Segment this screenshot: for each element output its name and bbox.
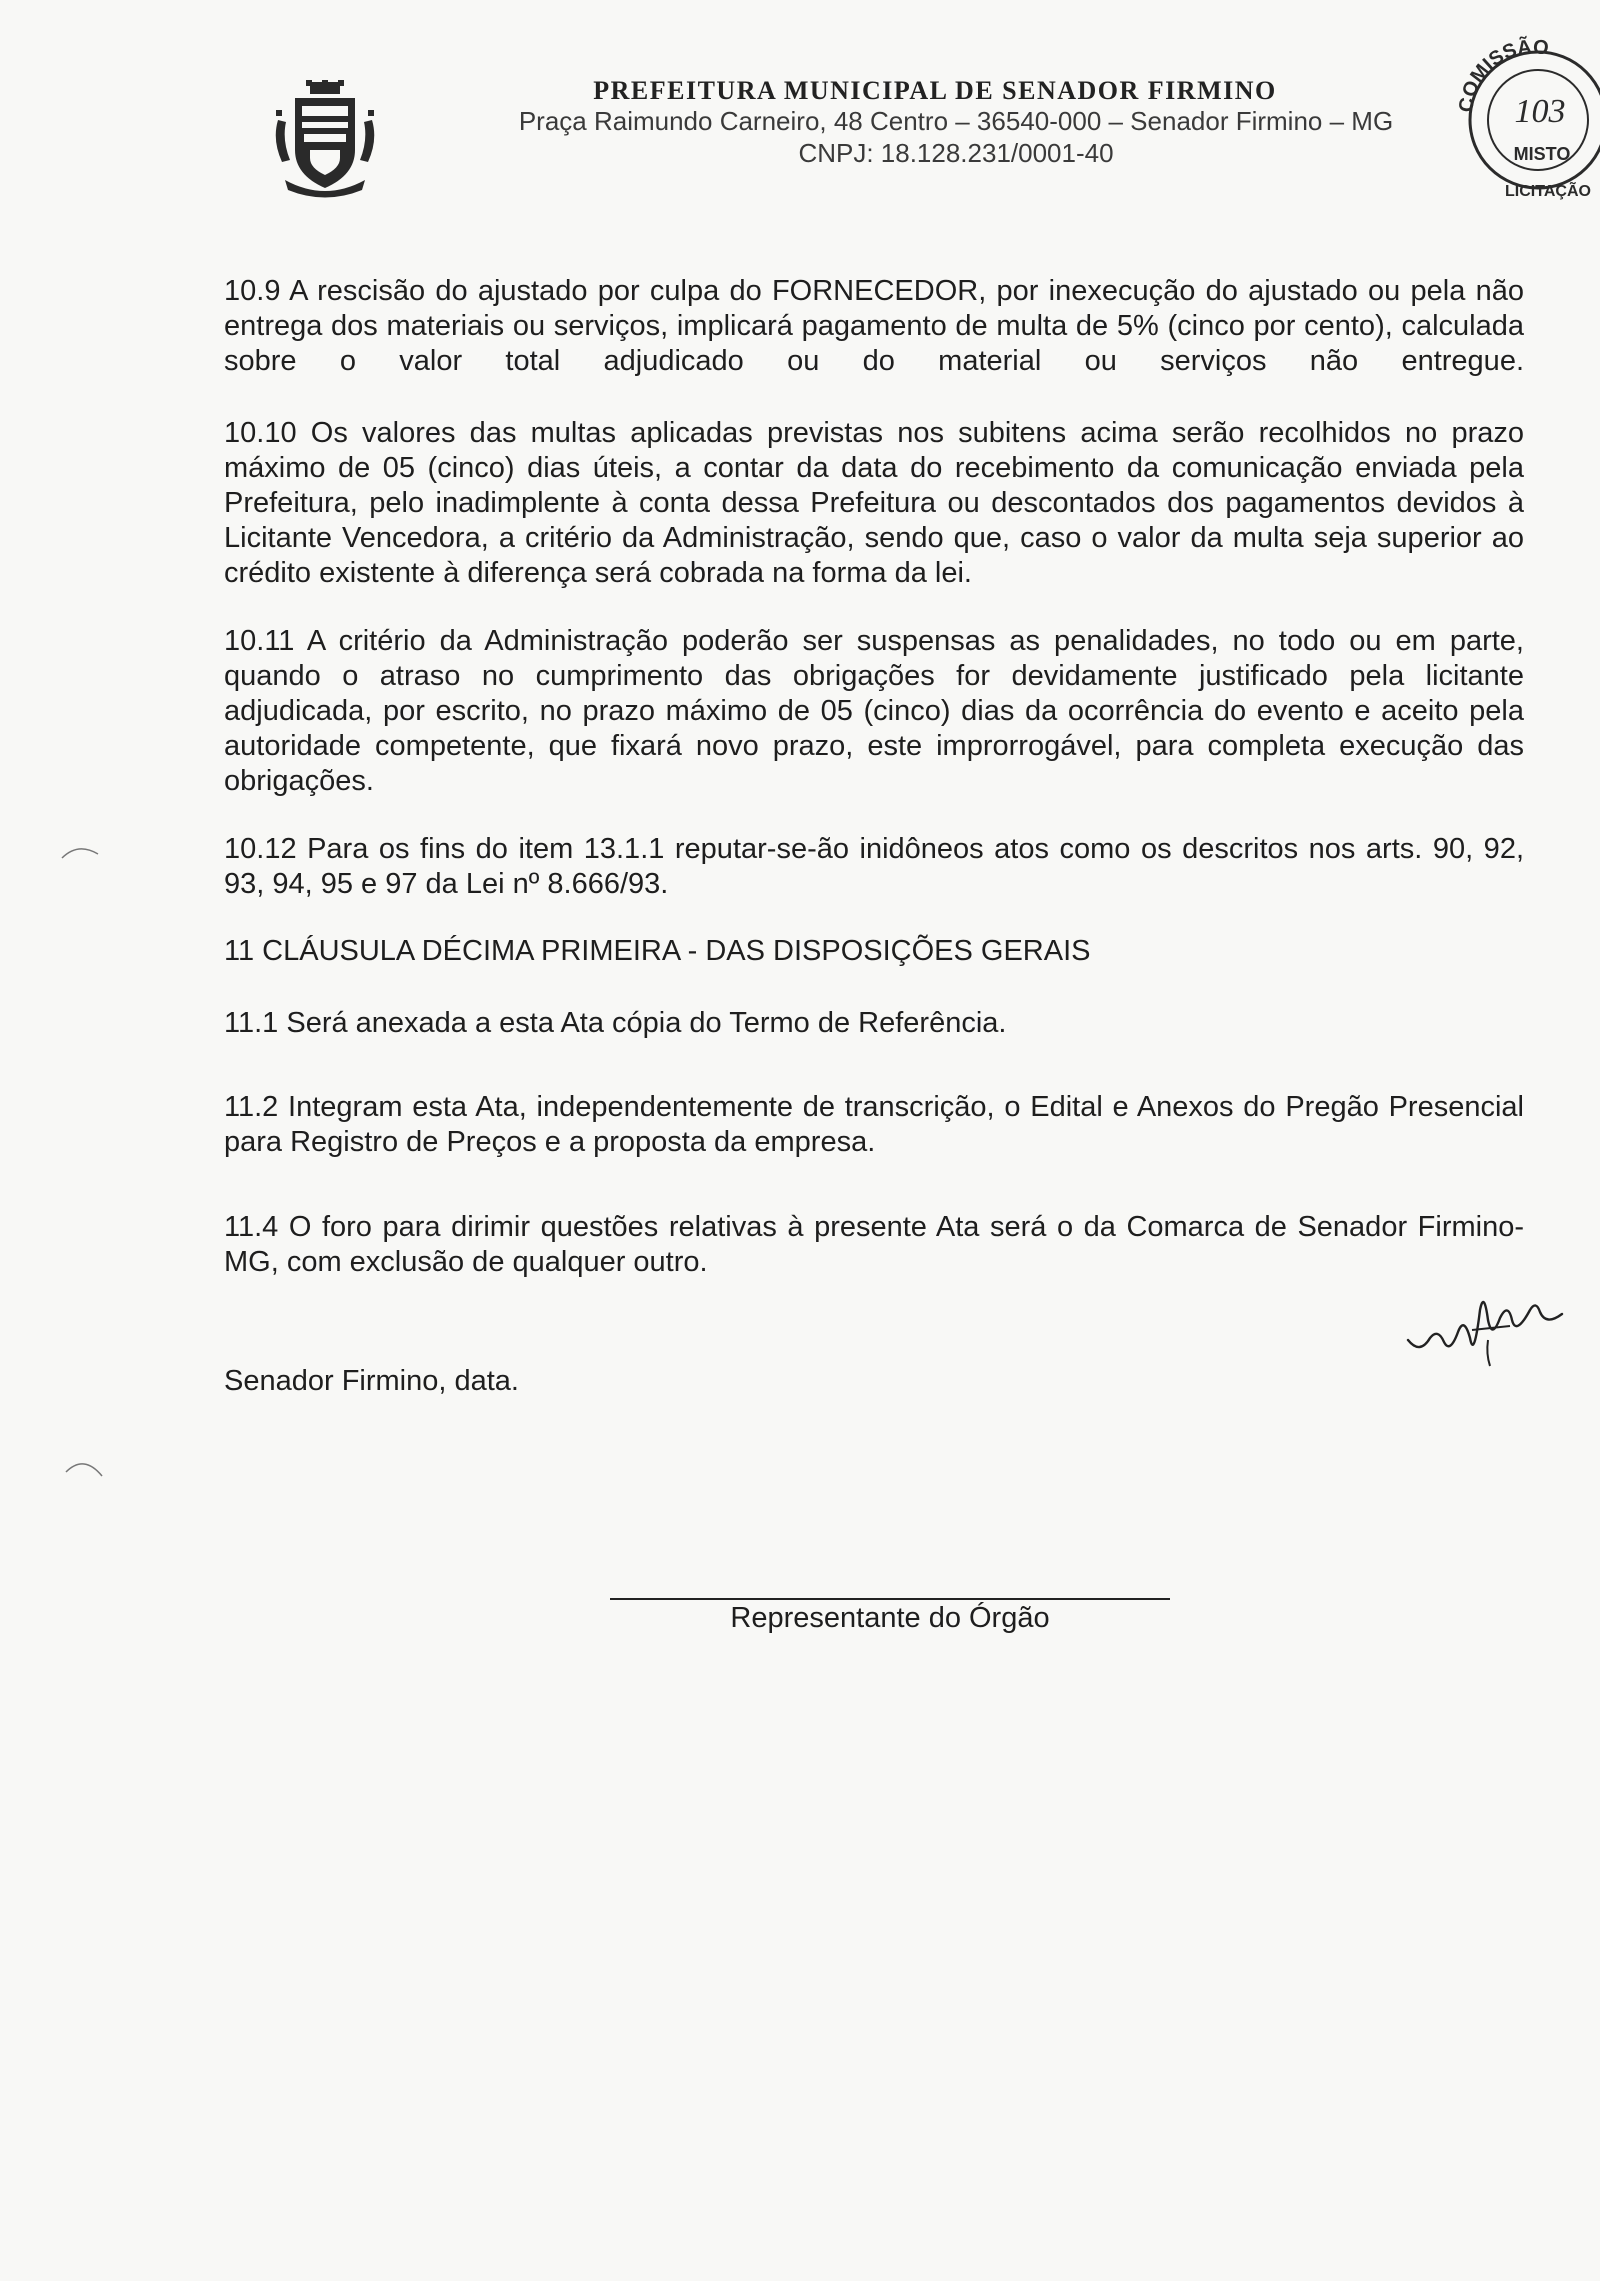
paragraph-10-12: 10.12 Para os fins do item 13.1.1 reputar-se-ão inidôneos atos como os descritos nos arts. 90, 92, 93, 94, 95 e 97 da Lei nº 8.666/93. <box>224 833 1524 900</box>
signature-label: Representante do Órgão <box>730 1602 1050 1634</box>
margin-mark-icon <box>60 838 100 868</box>
paragraph-10-10: 10.10 Os valores das multas aplicadas previstas nos subitens acima serão recolhidos no prazo máximo de 05 (cinco) dias úteis, a contar da data do recebimento da comunicação enviada pela Prefeitura, pelo inadimplente à conta dessa Prefeitura ou descontados dos pagamentos devidos à Licitante Vencedora, a critério da Administração, sendo que, caso o valor da multa seja superior ao crédito existente à diferença será cobrada na forma da lei. <box>224 417 1524 589</box>
paragraph-11-4: 11.4 O foro para dirimir questões relativas à presente Ata será o da Comarca de Senador Firmino-MG, com exclusão de qualquer outro. <box>224 1211 1524 1278</box>
handwritten-rubric-icon <box>1400 1280 1570 1370</box>
stamp-middle-text: MISTO <box>1513 144 1571 164</box>
cnpj-line: CNPJ: 18.128.231/0001-40 <box>798 138 1114 168</box>
stamp-page-number: 103 <box>1514 93 1566 130</box>
signature-line <box>610 1598 1170 1600</box>
address-line: Praça Raimundo Carneiro, 48 Centro – 36540-000 – Senador Firmino – MG <box>518 106 1394 136</box>
date-line: Senador Firmino, data. <box>224 1365 519 1397</box>
paragraph-11-2: 11.2 Integram esta Ata, independentemente de transcrição, o Edital e Anexos do Pregão Presencial para Registro de Preços e a proposta da empresa. <box>224 1091 1524 1158</box>
stamp-top-text: COMISSÃO <box>1455 36 1550 114</box>
city-hall-title: PREFEITURA MUNICIPAL DE SENADOR FIRMINO <box>593 76 1277 105</box>
stamp-bottom-text: LICITAÇÃO <box>1505 183 1591 200</box>
paragraph-10-11: 10.11 A critério da Administração poderão ser suspensas as penalidades, no todo ou em parte, quando o atraso no cumprimento das obrigações for devidamente justificado pela licitante adjudicada, por escrito, no prazo máximo de 05 (cinco) dias da ocorrência do evento e aceito pela autoridade competente, que fixará novo prazo, este improrrogável, para completa execução das obrigações. <box>224 625 1524 797</box>
margin-mark-icon <box>64 1452 104 1482</box>
paragraph-10-9: 10.9 A rescisão do ajustado por culpa do FORNECEDOR, por inexecução do ajustado ou pela não entrega dos materiais ou serviços, implicará pagamento de multa de 5% (cinco por cento), calculada sobre o valor total adjudicado ou do material ou serviços não entregue. <box>224 275 1524 377</box>
paragraph-11-1: 11.1 Será anexada a esta Ata cópia do Termo de Referência. <box>224 1007 1007 1039</box>
section-heading-11: 11 CLÁUSULA DÉCIMA PRIMEIRA - DAS DISPOSIÇÕES GERAIS <box>224 935 1091 967</box>
commission-stamp <box>1452 18 1600 218</box>
